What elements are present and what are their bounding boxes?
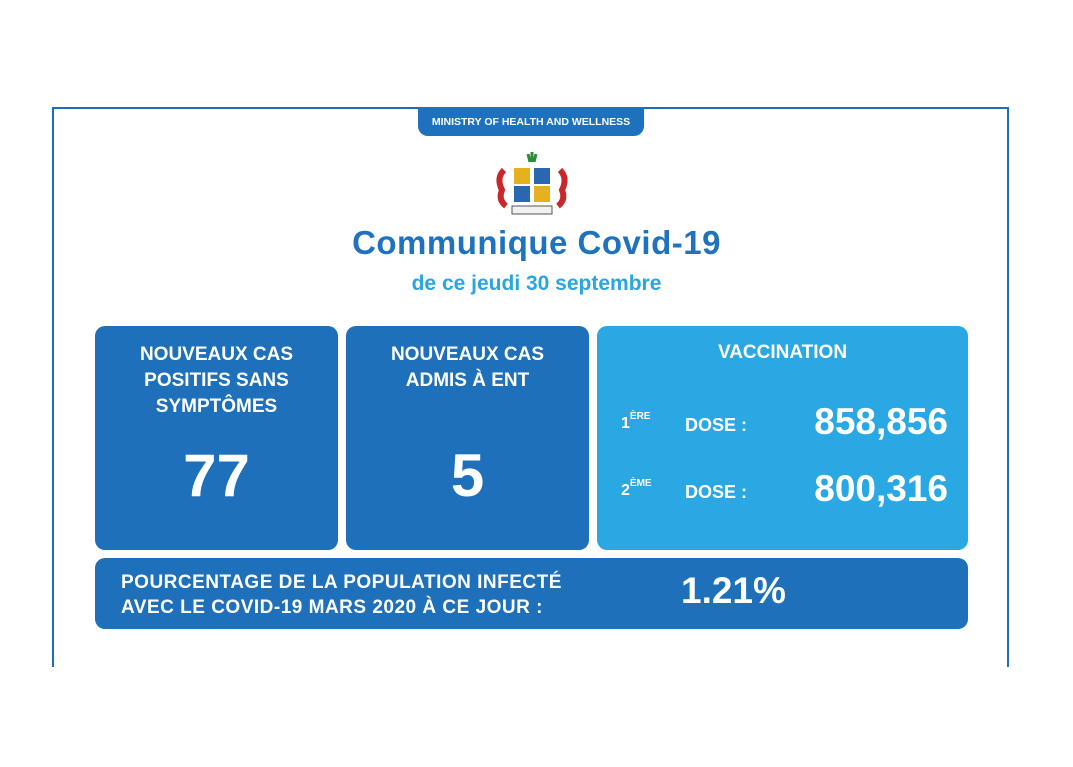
label-line: NOUVEAUX CAS bbox=[390, 344, 545, 365]
label-line: NOUVEAUX CAS bbox=[139, 344, 294, 365]
dose-ordinal: 2ÈME bbox=[621, 478, 652, 499]
card-admitted bbox=[346, 326, 589, 550]
ministry-banner bbox=[418, 107, 644, 136]
dose-value: 858,856 bbox=[814, 401, 948, 442]
dose-label: DOSE : bbox=[685, 415, 748, 435]
card-percentage bbox=[95, 558, 968, 629]
label-line: POSITIFS SANS bbox=[144, 370, 289, 391]
dose-row-second bbox=[621, 468, 948, 512]
card-admitted-value: 5 bbox=[450, 442, 485, 509]
percentage-value: 1.21% bbox=[681, 570, 786, 611]
dose-row-first bbox=[621, 401, 948, 445]
vaccination-title: VACCINATION bbox=[717, 342, 848, 363]
label-line: SYMPTÔMES bbox=[155, 396, 278, 417]
ministry-label: MINISTRY OF HEALTH AND WELLNESS bbox=[431, 115, 631, 128]
dose-ordinal: 1ÈRE bbox=[621, 411, 651, 432]
dose-value: 800,316 bbox=[814, 468, 948, 509]
percentage-label bbox=[121, 570, 562, 620]
label-line: ADMIS À ENT bbox=[405, 370, 530, 391]
card-asymptomatic bbox=[95, 326, 338, 550]
card-admitted-label bbox=[346, 342, 589, 394]
card-asymptomatic-label bbox=[95, 342, 338, 420]
card-vaccination bbox=[597, 326, 968, 550]
label-line: AVEC LE COVID-19 MARS 2020 À CE JOUR : bbox=[121, 597, 543, 618]
page-subtitle: de ce jeudi 30 septembre bbox=[411, 272, 662, 295]
dose-label: DOSE : bbox=[685, 482, 748, 502]
coat-of-arms-icon bbox=[490, 150, 574, 220]
card-asymptomatic-value: 77 bbox=[183, 442, 250, 509]
page-title: Communique Covid-19 bbox=[352, 224, 721, 261]
label-line: POURCENTAGE DE LA POPULATION INFECTÉ bbox=[121, 572, 562, 593]
